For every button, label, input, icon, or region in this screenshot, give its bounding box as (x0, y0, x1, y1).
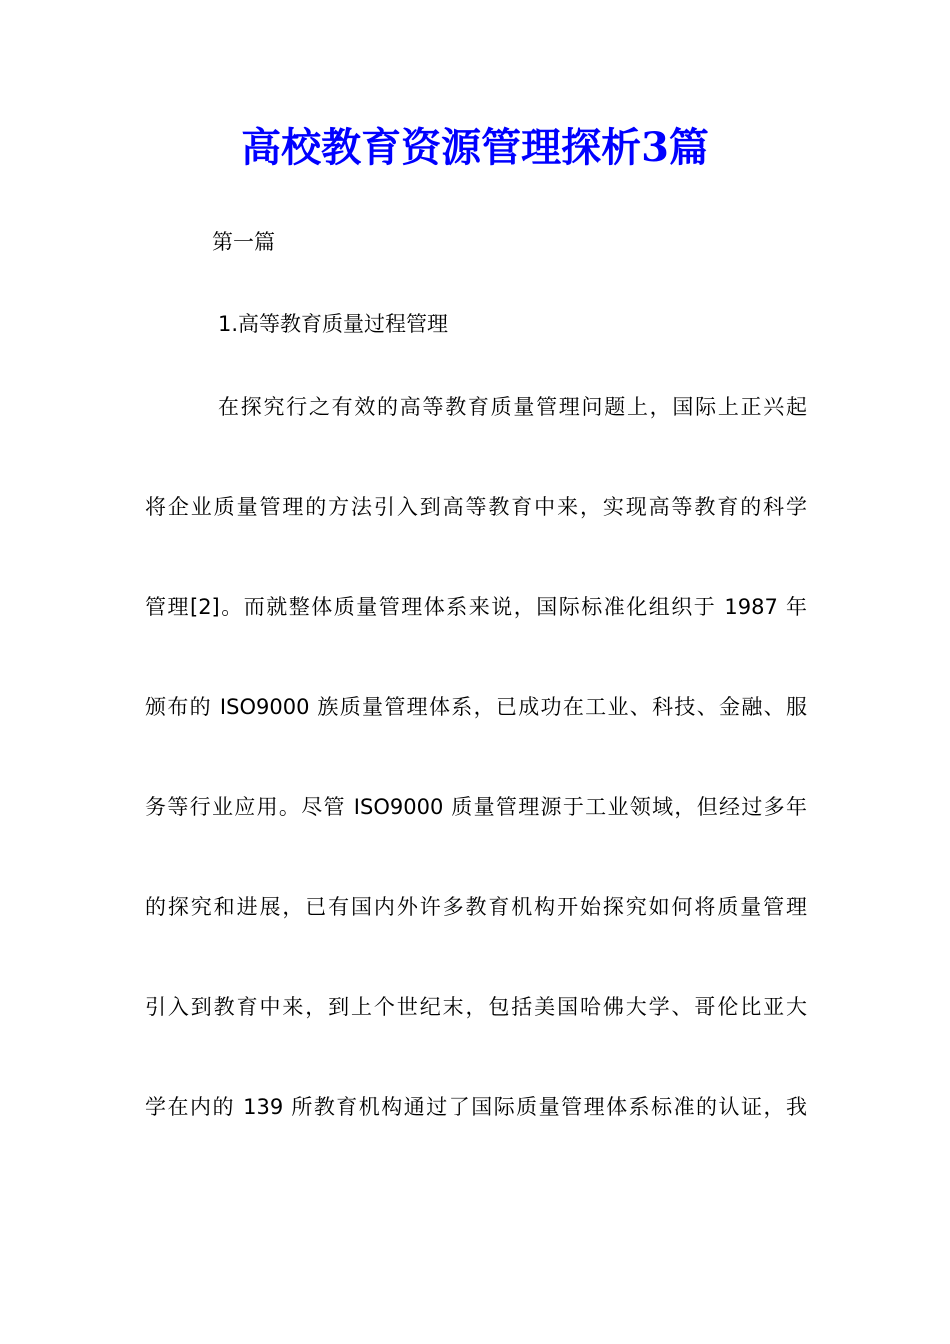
paragraph-line: 将企业质量管理的方法引入到高等教育中来，实现高等教育的科学 (145, 495, 807, 519)
paragraph-line: 引入到教育中来，到上个世纪末，包括美国哈佛大学、哥伦比亚大 (145, 995, 807, 1019)
body-paragraph (145, 388, 807, 1188)
part-label: 第一篇 (212, 230, 275, 254)
paragraph-line: 务等行业应用。尽管 ISO9000 质量管理源于工业领域，但经过多年 (145, 795, 807, 819)
section-heading: 1.高等教育质量过程管理 (218, 312, 449, 336)
paragraph-line: 管理[2]。而就整体质量管理体系来说，国际标准化组织于 1987 年 (145, 595, 807, 619)
paragraph-line: 在探究行之有效的高等教育质量管理问题上，国际上正兴起 (218, 395, 807, 419)
paragraph-line: 的探究和进展，已有国内外许多教育机构开始探究如何将质量管理 (145, 895, 807, 919)
paragraph-line: 颁布的 ISO9000 族质量管理体系，已成功在工业、科技、金融、服 (145, 695, 807, 719)
paragraph-line: 学在内的 139 所教育机构通过了国际质量管理体系标准的认证，我 (145, 1095, 807, 1119)
document-title: 高校教育资源管理探析3篇 (241, 124, 709, 171)
